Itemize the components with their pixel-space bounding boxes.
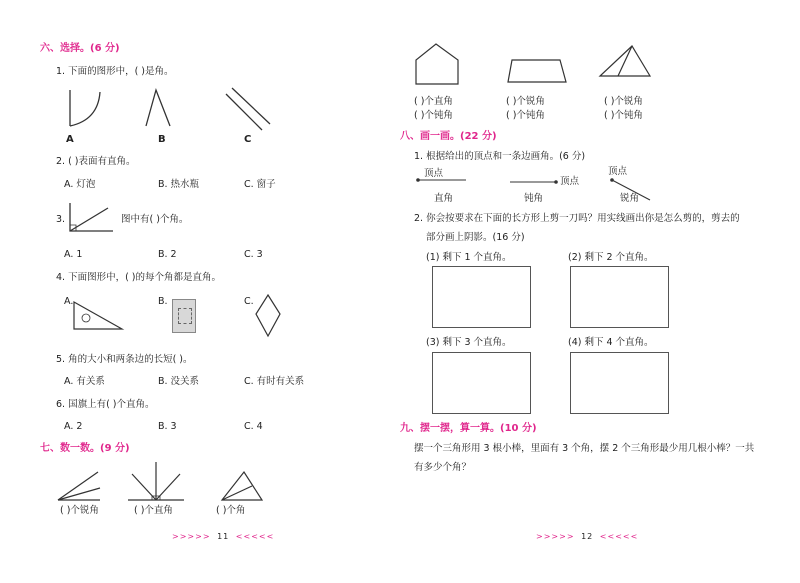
q4-option-b: B. bbox=[158, 296, 168, 307]
rectangle-4[interactable] bbox=[570, 352, 669, 414]
obtuse-angle-label: 钝角 bbox=[524, 193, 544, 204]
section-8-title: 八、画一画。(22 分) bbox=[400, 131, 497, 142]
rectangle-1[interactable] bbox=[432, 266, 531, 328]
q5-option-c: C. 有时有关系 bbox=[244, 376, 305, 387]
section-7-title: 七、数一数。(9 分) bbox=[40, 443, 130, 454]
right-angle-label: 直角 bbox=[434, 193, 454, 204]
shape2-acute-count: ( )个锐角 bbox=[506, 96, 545, 107]
q6-option-b: B. 3 bbox=[158, 421, 177, 432]
q2-text: 2. ( )表面有直角。 bbox=[56, 156, 136, 167]
rectangle-3[interactable] bbox=[432, 352, 531, 414]
page-12-footer bbox=[536, 532, 638, 541]
q6-option-a: A. 2 bbox=[64, 421, 83, 432]
shape1-obtuse-count: ( )个钝角 bbox=[414, 110, 453, 121]
vertex-label-3: 顶点 bbox=[608, 166, 628, 177]
q1-option-a: A bbox=[66, 134, 74, 145]
footer-arrows-left: >>>>> bbox=[536, 532, 579, 541]
q5-option-b: B. 没关系 bbox=[158, 376, 200, 387]
page-number: 12 bbox=[581, 532, 594, 541]
vertex-label-1: 顶点 bbox=[424, 168, 444, 179]
footer-arrows-right: <<<<< bbox=[232, 532, 275, 541]
q6-option-c: C. 4 bbox=[244, 421, 263, 432]
count-right: ( )个直角 bbox=[134, 505, 173, 516]
shape1-right-count: ( )个直角 bbox=[414, 96, 453, 107]
q9-line1: 摆一个三角形用 3 根小棒，里面有 3 个角，摆 2 个三角形最少用几根小棒？一共 bbox=[414, 443, 755, 454]
section-6-title: 六、选择。(6 分) bbox=[40, 43, 120, 54]
q9-line2: 有多少个角？ bbox=[414, 462, 472, 473]
section-9-title: 九、摆一摆，算一算。(10 分) bbox=[400, 423, 537, 434]
acute-angle-label: 锐角 bbox=[620, 193, 640, 204]
q1-text: 1. 下面的图形中，( )是角。 bbox=[56, 66, 174, 77]
q3-number: 3. bbox=[56, 214, 66, 225]
q3-text: 图中有( )个角。 bbox=[121, 214, 189, 225]
shape2-obtuse-count: ( )个钝角 bbox=[506, 110, 545, 121]
box3-label: (3) 剩下 3 个直角。 bbox=[426, 337, 512, 348]
shape3-acute-count: ( )个锐角 bbox=[604, 96, 643, 107]
q4-option-c: C. bbox=[244, 296, 254, 307]
count-angles: ( )个角 bbox=[216, 505, 246, 516]
footer-arrows-left: >>>>> bbox=[172, 532, 215, 541]
box2-label: (2) 剩下 2 个直角。 bbox=[568, 252, 654, 263]
vertex-label-2: 顶点 bbox=[560, 176, 580, 187]
footer-arrows-right: <<<<< bbox=[596, 532, 639, 541]
page-number: 11 bbox=[217, 532, 230, 541]
q5-option-a: A. 有关系 bbox=[64, 376, 105, 387]
q4-option-a: A. bbox=[64, 296, 74, 307]
box1-label: (1) 剩下 1 个直角。 bbox=[426, 252, 512, 263]
draw-q2-text: 2. 你会按要求在下面的长方形上剪一刀吗？用实线画出你是怎么剪的，剪去的 bbox=[414, 213, 740, 224]
q2-option-b: B. 热水瓶 bbox=[158, 179, 200, 190]
q6-text: 6. 国旗上有( )个直角。 bbox=[56, 399, 155, 410]
q2-option-c: C. 窗子 bbox=[244, 179, 276, 190]
q2-option-a: A. 灯泡 bbox=[64, 179, 96, 190]
q3-option-c: C. 3 bbox=[244, 249, 263, 260]
shape3-obtuse-count: ( )个钝角 bbox=[604, 110, 643, 121]
q1-option-c: C bbox=[244, 134, 252, 145]
q1-option-b: B bbox=[158, 134, 166, 145]
q3-option-b: B. 2 bbox=[158, 249, 177, 260]
q3-option-a: A. 1 bbox=[64, 249, 83, 260]
q4-text: 4. 下面图形中，( )的每个角都是直角。 bbox=[56, 272, 222, 283]
rectangle-2[interactable] bbox=[570, 266, 669, 328]
draw-q1-text: 1. 根据给出的顶点和一条边画角。(6 分) bbox=[414, 151, 586, 162]
box4-label: (4) 剩下 4 个直角。 bbox=[568, 337, 654, 348]
count-acute: ( )个锐角 bbox=[60, 505, 99, 516]
draw-q2-text-cont: 部分画上阴影。(16 分) bbox=[426, 232, 525, 243]
q5-text: 5. 角的大小和两条边的长短( )。 bbox=[56, 354, 193, 365]
